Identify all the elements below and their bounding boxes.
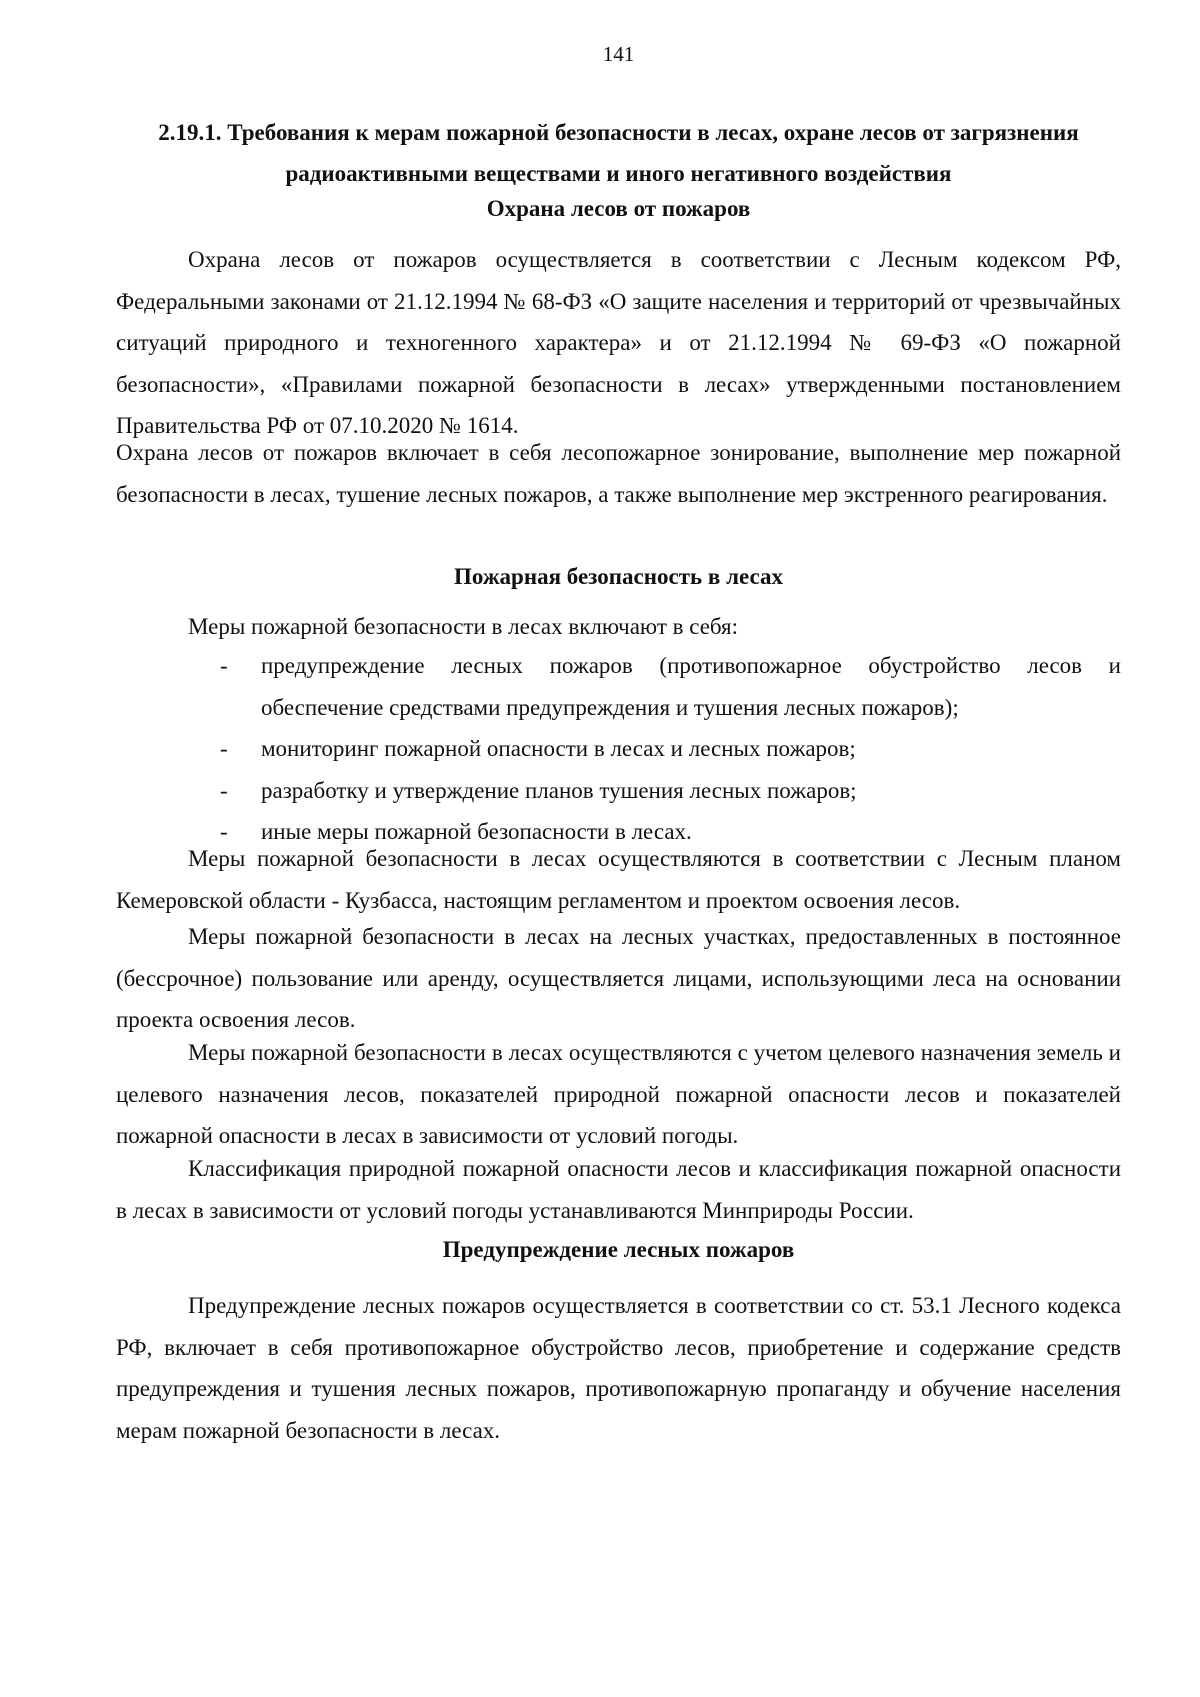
paragraph: Классификация природной пожарной опасности лесов и классификация пожарной опасности в лесах в зависимости от условий погоды устанавливаются Минприроды России. xyxy=(116,1156,1121,1223)
subsection-heading-fire-protection: Охрана лесов от пожаров xyxy=(486,196,751,221)
paragraph: Охрана лесов от пожаров включает в себя лесопожарное зонирование, выполнение мер пожарной безопасности в лесах, тушение лесных пожаров, а также выполнение мер экстренного реагирования. xyxy=(116,440,1121,507)
list-bullet: - xyxy=(220,819,228,844)
paragraph: Меры пожарной безопасности в лесах на лесных участках, предоставленных в постоянное (бессрочное) пользование или аренду, осуществляется лицами, использующими леса на основании проекта освоения лесов. xyxy=(116,924,1121,1032)
subsection-heading-fire-safety: Пожарная безопасность в лесах xyxy=(454,564,783,589)
paragraph: Меры пожарной безопасности в лесах осуществляются с учетом целевого назначения земель и целевого назначения лесов, показателей природной пожарной опасности лесов и показателей пожарной опасности в лесах в зависимости от условий погоды. xyxy=(116,1040,1121,1148)
list-item-text: иные меры пожарной безопасности в лесах. xyxy=(261,819,692,844)
section-title: 2.19.1. Требования к мерам пожарной безопасности в лесах, охране лесов от загрязнения радиоактивными веществами и иного негативного воздействия xyxy=(158,120,1079,186)
list-bullet: - xyxy=(220,736,228,761)
paragraph: Охрана лесов от пожаров осуществляется в соответствии с Лесным кодексом РФ, Федеральными законами от 21.12.1994 № 68-ФЗ «О защите населения и территорий от чрезвычайных ситуаций природного и техногенного характера» и от 21.12.1994 № 69-ФЗ «О пожарной безопасности», «Правилами пожарной безопасности в лесах» утвержденными постановлением Правительства РФ от 07.10.2020 № 1614. xyxy=(116,247,1121,438)
list-bullet: - xyxy=(220,777,228,803)
list-item-text: мониторинг пожарной опасности в лесах и лесных пожаров; xyxy=(261,736,856,761)
list-intro: Меры пожарной безопасности в лесах включают в себя: xyxy=(188,614,739,639)
paragraph: Меры пожарной безопасности в лесах осуществляются в соответствии с Лесным планом Кемеровской области - Кузбасса, настоящим регламентом и проектом освоения лесов. xyxy=(116,846,1121,913)
list-item xyxy=(116,645,1121,728)
list-item-text: разработку и утверждение планов тушения лесных пожаров; xyxy=(261,777,857,803)
subsection-heading-fire-prevention: Предупреждение лесных пожаров xyxy=(442,1237,795,1262)
fire-safety-measures-list xyxy=(116,645,1121,853)
list-item xyxy=(116,728,1121,770)
list-item-text: предупреждение лесных пожаров (противопожарное обустройство лесов и обеспечение средствами предупреждения и тушения лесных пожаров); xyxy=(261,653,1121,720)
list-item xyxy=(116,770,1121,812)
paragraph: Предупреждение лесных пожаров осуществляется в соответствии со ст. 53.1 Лесного кодекса РФ, включает в себя противопожарное обустройство лесов, приобретение и содержание средств предупреждения и тушения лесных пожаров, противопожарную пропаганду и обучение населения мерам пожарной безопасности в лесах. xyxy=(116,1293,1121,1443)
list-bullet: - xyxy=(220,653,228,678)
page-number: 141 xyxy=(602,42,635,66)
